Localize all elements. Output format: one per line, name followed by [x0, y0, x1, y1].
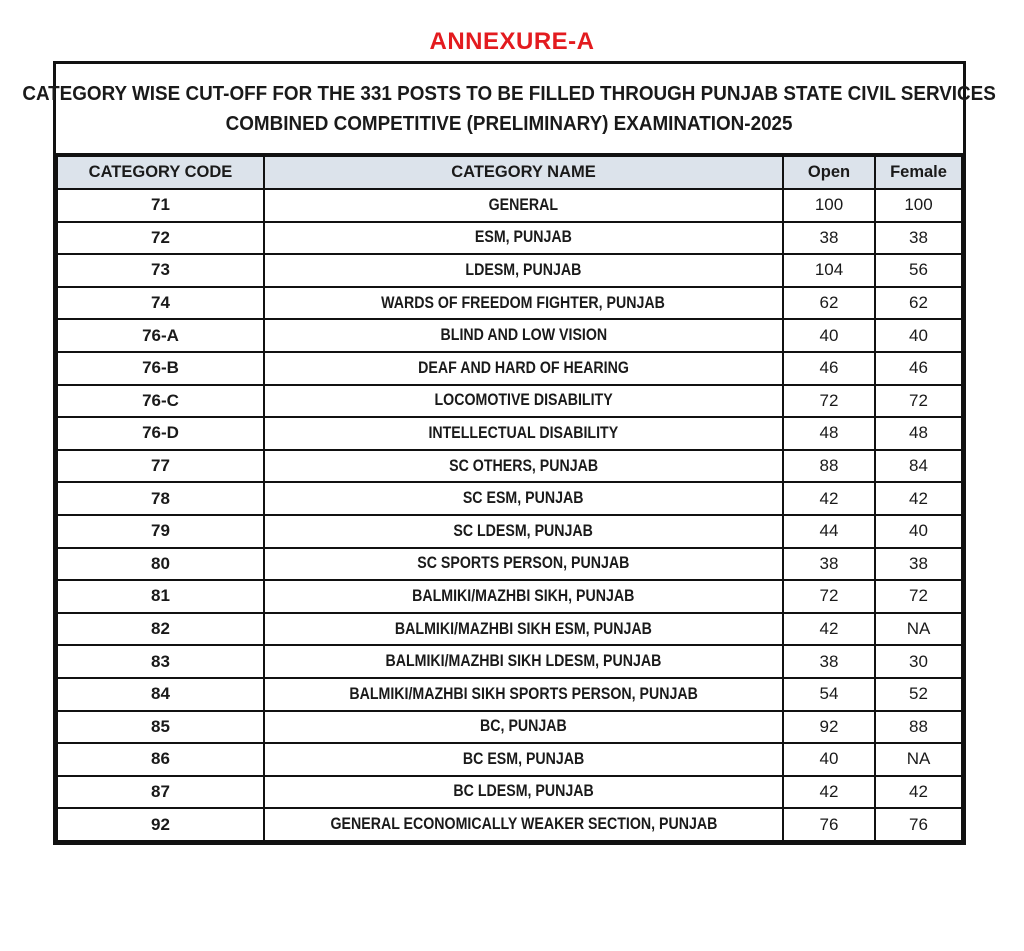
table-row [57, 450, 962, 483]
open-cutoff-cell: 92 [783, 711, 875, 744]
open-cutoff-cell: 72 [783, 385, 875, 418]
female-cutoff-cell: 84 [875, 450, 962, 483]
category-name-text: BLIND AND LOW VISION [440, 326, 607, 345]
category-code-cell: 77 [57, 450, 264, 483]
category-name-cell [264, 678, 783, 711]
cutoff-document-box [22, 61, 997, 845]
category-name-text: BALMIKI/MAZHBI SIKH, PUNJAB [412, 586, 635, 605]
female-cutoff-cell: 38 [875, 222, 962, 255]
female-cutoff-cell: 76 [875, 808, 962, 841]
open-cutoff-cell: 54 [783, 678, 875, 711]
open-cutoff-cell: 100 [783, 189, 875, 222]
female-cutoff-cell: 62 [875, 287, 962, 320]
category-code-cell: 78 [57, 482, 264, 515]
category-code-cell: 84 [57, 678, 264, 711]
category-code-cell: 83 [57, 645, 264, 678]
table-row [57, 776, 962, 809]
table-row [57, 352, 962, 385]
category-name-text: BALMIKI/MAZHBI SIKH ESM, PUNJAB [394, 619, 653, 638]
open-cutoff-cell: 46 [783, 352, 875, 385]
category-name-text: BC LDESM, PUNJAB [453, 782, 594, 801]
table-row [57, 645, 962, 678]
category-name-text: DEAF AND HARD OF HEARING [418, 358, 629, 377]
female-cutoff-cell: 88 [875, 711, 962, 744]
category-code-cell: 87 [57, 776, 264, 809]
column-header-open: Open [783, 156, 875, 189]
category-name-text: BALMIKI/MAZHBI SIKH SPORTS PERSON, PUNJAB [349, 684, 698, 703]
category-name-cell [264, 482, 783, 515]
category-name-cell [264, 254, 783, 287]
category-code-cell: 92 [57, 808, 264, 841]
table-row [57, 254, 962, 287]
open-cutoff-cell: 42 [783, 613, 875, 646]
category-name-cell [264, 808, 783, 841]
table-row [57, 808, 962, 841]
category-name-text: INTELLECTUAL DISABILITY [428, 423, 619, 442]
female-cutoff-cell: 72 [875, 385, 962, 418]
category-name-text: LDESM, PUNJAB [465, 260, 582, 279]
category-name-cell [264, 222, 783, 255]
category-name-text: ESM, PUNJAB [475, 228, 572, 247]
table-row [57, 613, 962, 646]
female-cutoff-cell: 56 [875, 254, 962, 287]
category-code-cell: 81 [57, 580, 264, 613]
category-name-cell [264, 385, 783, 418]
open-cutoff-cell: 72 [783, 580, 875, 613]
table-row [57, 548, 962, 581]
category-name-text: SC LDESM, PUNJAB [453, 521, 594, 540]
column-header-category-name: CATEGORY NAME [264, 156, 783, 189]
open-cutoff-cell: 42 [783, 482, 875, 515]
category-code-cell: 82 [57, 613, 264, 646]
table-row [57, 319, 962, 352]
category-name-cell [264, 711, 783, 744]
open-cutoff-cell: 40 [783, 743, 875, 776]
category-name-cell [264, 450, 783, 483]
female-cutoff-cell: 40 [875, 319, 962, 352]
open-cutoff-cell: 88 [783, 450, 875, 483]
document-title [22, 64, 997, 155]
category-code-cell: 74 [57, 287, 264, 320]
category-code-cell: 80 [57, 548, 264, 581]
category-code-cell: 76-D [57, 417, 264, 450]
category-name-cell [264, 319, 783, 352]
category-code-cell: 71 [57, 189, 264, 222]
annexure-heading: ANNEXURE-A [429, 28, 595, 55]
female-cutoff-cell: 42 [875, 776, 962, 809]
table-header-row [57, 156, 962, 189]
table-row [57, 385, 962, 418]
category-code-cell: 86 [57, 743, 264, 776]
category-name-text: BC ESM, PUNJAB [462, 749, 585, 768]
female-cutoff-cell: NA [875, 613, 962, 646]
category-code-cell: 85 [57, 711, 264, 744]
open-cutoff-cell: 38 [783, 645, 875, 678]
open-cutoff-cell: 104 [783, 254, 875, 287]
open-cutoff-cell: 40 [783, 319, 875, 352]
category-name-cell [264, 352, 783, 385]
table-row [57, 743, 962, 776]
category-code-cell: 72 [57, 222, 264, 255]
category-name-text: BALMIKI/MAZHBI SIKH LDESM, PUNJAB [385, 652, 662, 671]
table-row [57, 222, 962, 255]
category-name-cell [264, 515, 783, 548]
open-cutoff-cell: 38 [783, 548, 875, 581]
female-cutoff-cell: 52 [875, 678, 962, 711]
cutoff-table [56, 155, 963, 842]
table-row [57, 678, 962, 711]
document-title-line2: COMBINED COMPETITIVE (PRELIMINARY) EXAMINATION-2025 [226, 111, 793, 135]
female-cutoff-cell: 100 [875, 189, 962, 222]
category-name-cell [264, 776, 783, 809]
category-name-text: GENERAL ECONOMICALLY WEAKER SECTION, PUNJAB [330, 815, 717, 834]
open-cutoff-cell: 76 [783, 808, 875, 841]
document-title-line1: CATEGORY WISE CUT-OFF FOR THE 331 POSTS TO BE FILLED THROUGH PUNJAB STATE CIVIL SERVICES [22, 81, 997, 105]
table-body [57, 189, 962, 841]
category-name-text: WARDS OF FREEDOM FIGHTER, PUNJAB [381, 293, 666, 312]
category-name-text: GENERAL [488, 195, 559, 214]
category-name-cell [264, 189, 783, 222]
female-cutoff-cell: 46 [875, 352, 962, 385]
open-cutoff-cell: 38 [783, 222, 875, 255]
female-cutoff-cell: 38 [875, 548, 962, 581]
category-name-cell [264, 743, 783, 776]
table-row [57, 515, 962, 548]
open-cutoff-cell: 62 [783, 287, 875, 320]
category-name-cell [264, 645, 783, 678]
category-name-text: SC SPORTS PERSON, PUNJAB [417, 554, 630, 573]
table-row [57, 482, 962, 515]
female-cutoff-cell: 48 [875, 417, 962, 450]
category-name-cell [264, 613, 783, 646]
female-cutoff-cell: 40 [875, 515, 962, 548]
open-cutoff-cell: 44 [783, 515, 875, 548]
column-header-female: Female [875, 156, 962, 189]
category-name-text: BC, PUNJAB [480, 717, 567, 736]
table-row [57, 287, 962, 320]
table-row [57, 711, 962, 744]
female-cutoff-cell: NA [875, 743, 962, 776]
category-code-cell: 79 [57, 515, 264, 548]
table-row [57, 417, 962, 450]
category-code-cell: 76-C [57, 385, 264, 418]
category-name-cell [264, 417, 783, 450]
category-name-cell [264, 580, 783, 613]
table-row [57, 580, 962, 613]
column-header-category-code: CATEGORY CODE [57, 156, 264, 189]
category-name-cell [264, 548, 783, 581]
category-code-cell: 73 [57, 254, 264, 287]
female-cutoff-cell: 72 [875, 580, 962, 613]
category-name-text: LOCOMOTIVE DISABILITY [434, 391, 613, 410]
category-code-cell: 76-B [57, 352, 264, 385]
category-name-cell [264, 287, 783, 320]
document-page [0, 30, 1024, 845]
category-name-text: SC OTHERS, PUNJAB [448, 456, 599, 475]
category-code-cell: 76-A [57, 319, 264, 352]
category-name-text: SC ESM, PUNJAB [463, 489, 584, 508]
female-cutoff-cell: 30 [875, 645, 962, 678]
female-cutoff-cell: 42 [875, 482, 962, 515]
open-cutoff-cell: 42 [783, 776, 875, 809]
table-row [57, 189, 962, 222]
open-cutoff-cell: 48 [783, 417, 875, 450]
